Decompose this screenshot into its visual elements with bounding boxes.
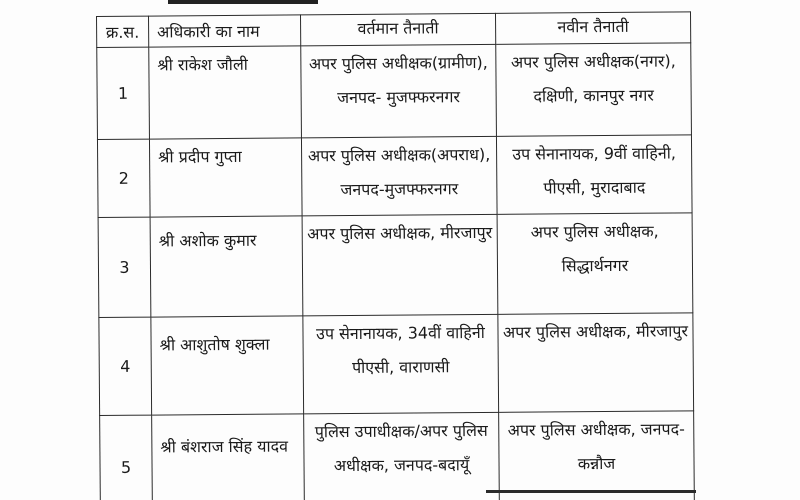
current-posting: [304, 412, 500, 500]
new-posting: [498, 313, 694, 413]
current-posting: [301, 44, 497, 138]
header-current-posting: वर्तमान तैनाती: [300, 13, 495, 46]
new-posting-line: अपर पुलिस अधीक्षक(नगर),: [510, 51, 676, 72]
transfer-table-wrap: [96, 11, 694, 500]
current-posting-line: जनपद-मुजफ्फरनगर: [340, 179, 459, 200]
current-posting: [303, 314, 499, 414]
header-name: अधिकारी का नाम: [149, 15, 301, 47]
current-posting-line: पुलिस उपाधीक्षक/अपर पुलिस: [314, 420, 488, 442]
new-posting: [496, 135, 692, 215]
officer-name: श्री राकेश जौली: [149, 46, 302, 139]
table-header-row: [97, 12, 691, 48]
new-posting-line: पीएसी, मुरादाबाद: [543, 177, 646, 198]
new-posting: [499, 411, 695, 500]
row-sno: 4: [99, 317, 152, 415]
new-posting-line: अपर पुलिस अधीक्षक,: [530, 221, 659, 242]
row-sno: 5: [100, 415, 153, 500]
new-posting-line: सिद्धार्थनगर: [561, 255, 629, 276]
table-row: [100, 411, 695, 500]
header-sno: क्र.स.: [97, 16, 149, 47]
table-row: [97, 43, 692, 140]
new-posting-line: उप सेनानायक, 9वीं वाहिनी,: [512, 143, 676, 164]
row-sno: 2: [97, 139, 150, 217]
officer-name: श्री प्रदीप गुप्ता: [149, 138, 302, 217]
officer-name: श्री बंशराज सिंह यादव: [152, 414, 305, 500]
current-posting-line: अपर पुलिस अधीक्षक(अपराध),: [307, 144, 491, 166]
new-posting-line: दक्षिणी, कानपुर नगर: [533, 85, 654, 106]
new-posting-line: अपर पुलिस अधीक्षक, जनपद-: [507, 419, 685, 440]
new-posting-line: अपर पुलिस अधीक्षक, मीरजापुर: [502, 321, 689, 342]
officer-name: श्री आशुतोष शुक्ला: [151, 316, 304, 415]
officer-name: श्री अशोक कुमार: [150, 216, 303, 317]
bottom-rule: [486, 490, 696, 493]
transfer-table: [96, 11, 695, 500]
table-row: [99, 313, 694, 416]
current-posting-line: उप सेनानायक, 34वीं वाहिनी: [316, 322, 485, 344]
new-posting: [496, 43, 692, 137]
current-posting-line: अपर पुलिस अधीक्षक(ग्रामीण),: [308, 52, 488, 74]
table-row: [98, 213, 693, 318]
table-row: [97, 135, 692, 218]
current-posting: [301, 136, 497, 216]
row-sno: 3: [98, 217, 151, 317]
current-posting-line: अधीक्षक, जनपद-बदायूँ: [333, 455, 470, 476]
top-rule: [168, 0, 318, 4]
new-posting-line: कन्नौज: [577, 453, 616, 474]
header-new-posting: नवीन तैनाती: [495, 12, 690, 45]
current-posting-line: पीएसी, वाराणसी: [351, 357, 450, 377]
current-posting: [302, 214, 498, 316]
row-sno: 1: [97, 47, 150, 139]
new-posting: [497, 213, 693, 315]
current-posting-line: अपर पुलिस अधीक्षक, मीरजापुर: [307, 222, 493, 244]
current-posting-line: जनपद- मुजफ्फरनगर: [337, 87, 461, 108]
